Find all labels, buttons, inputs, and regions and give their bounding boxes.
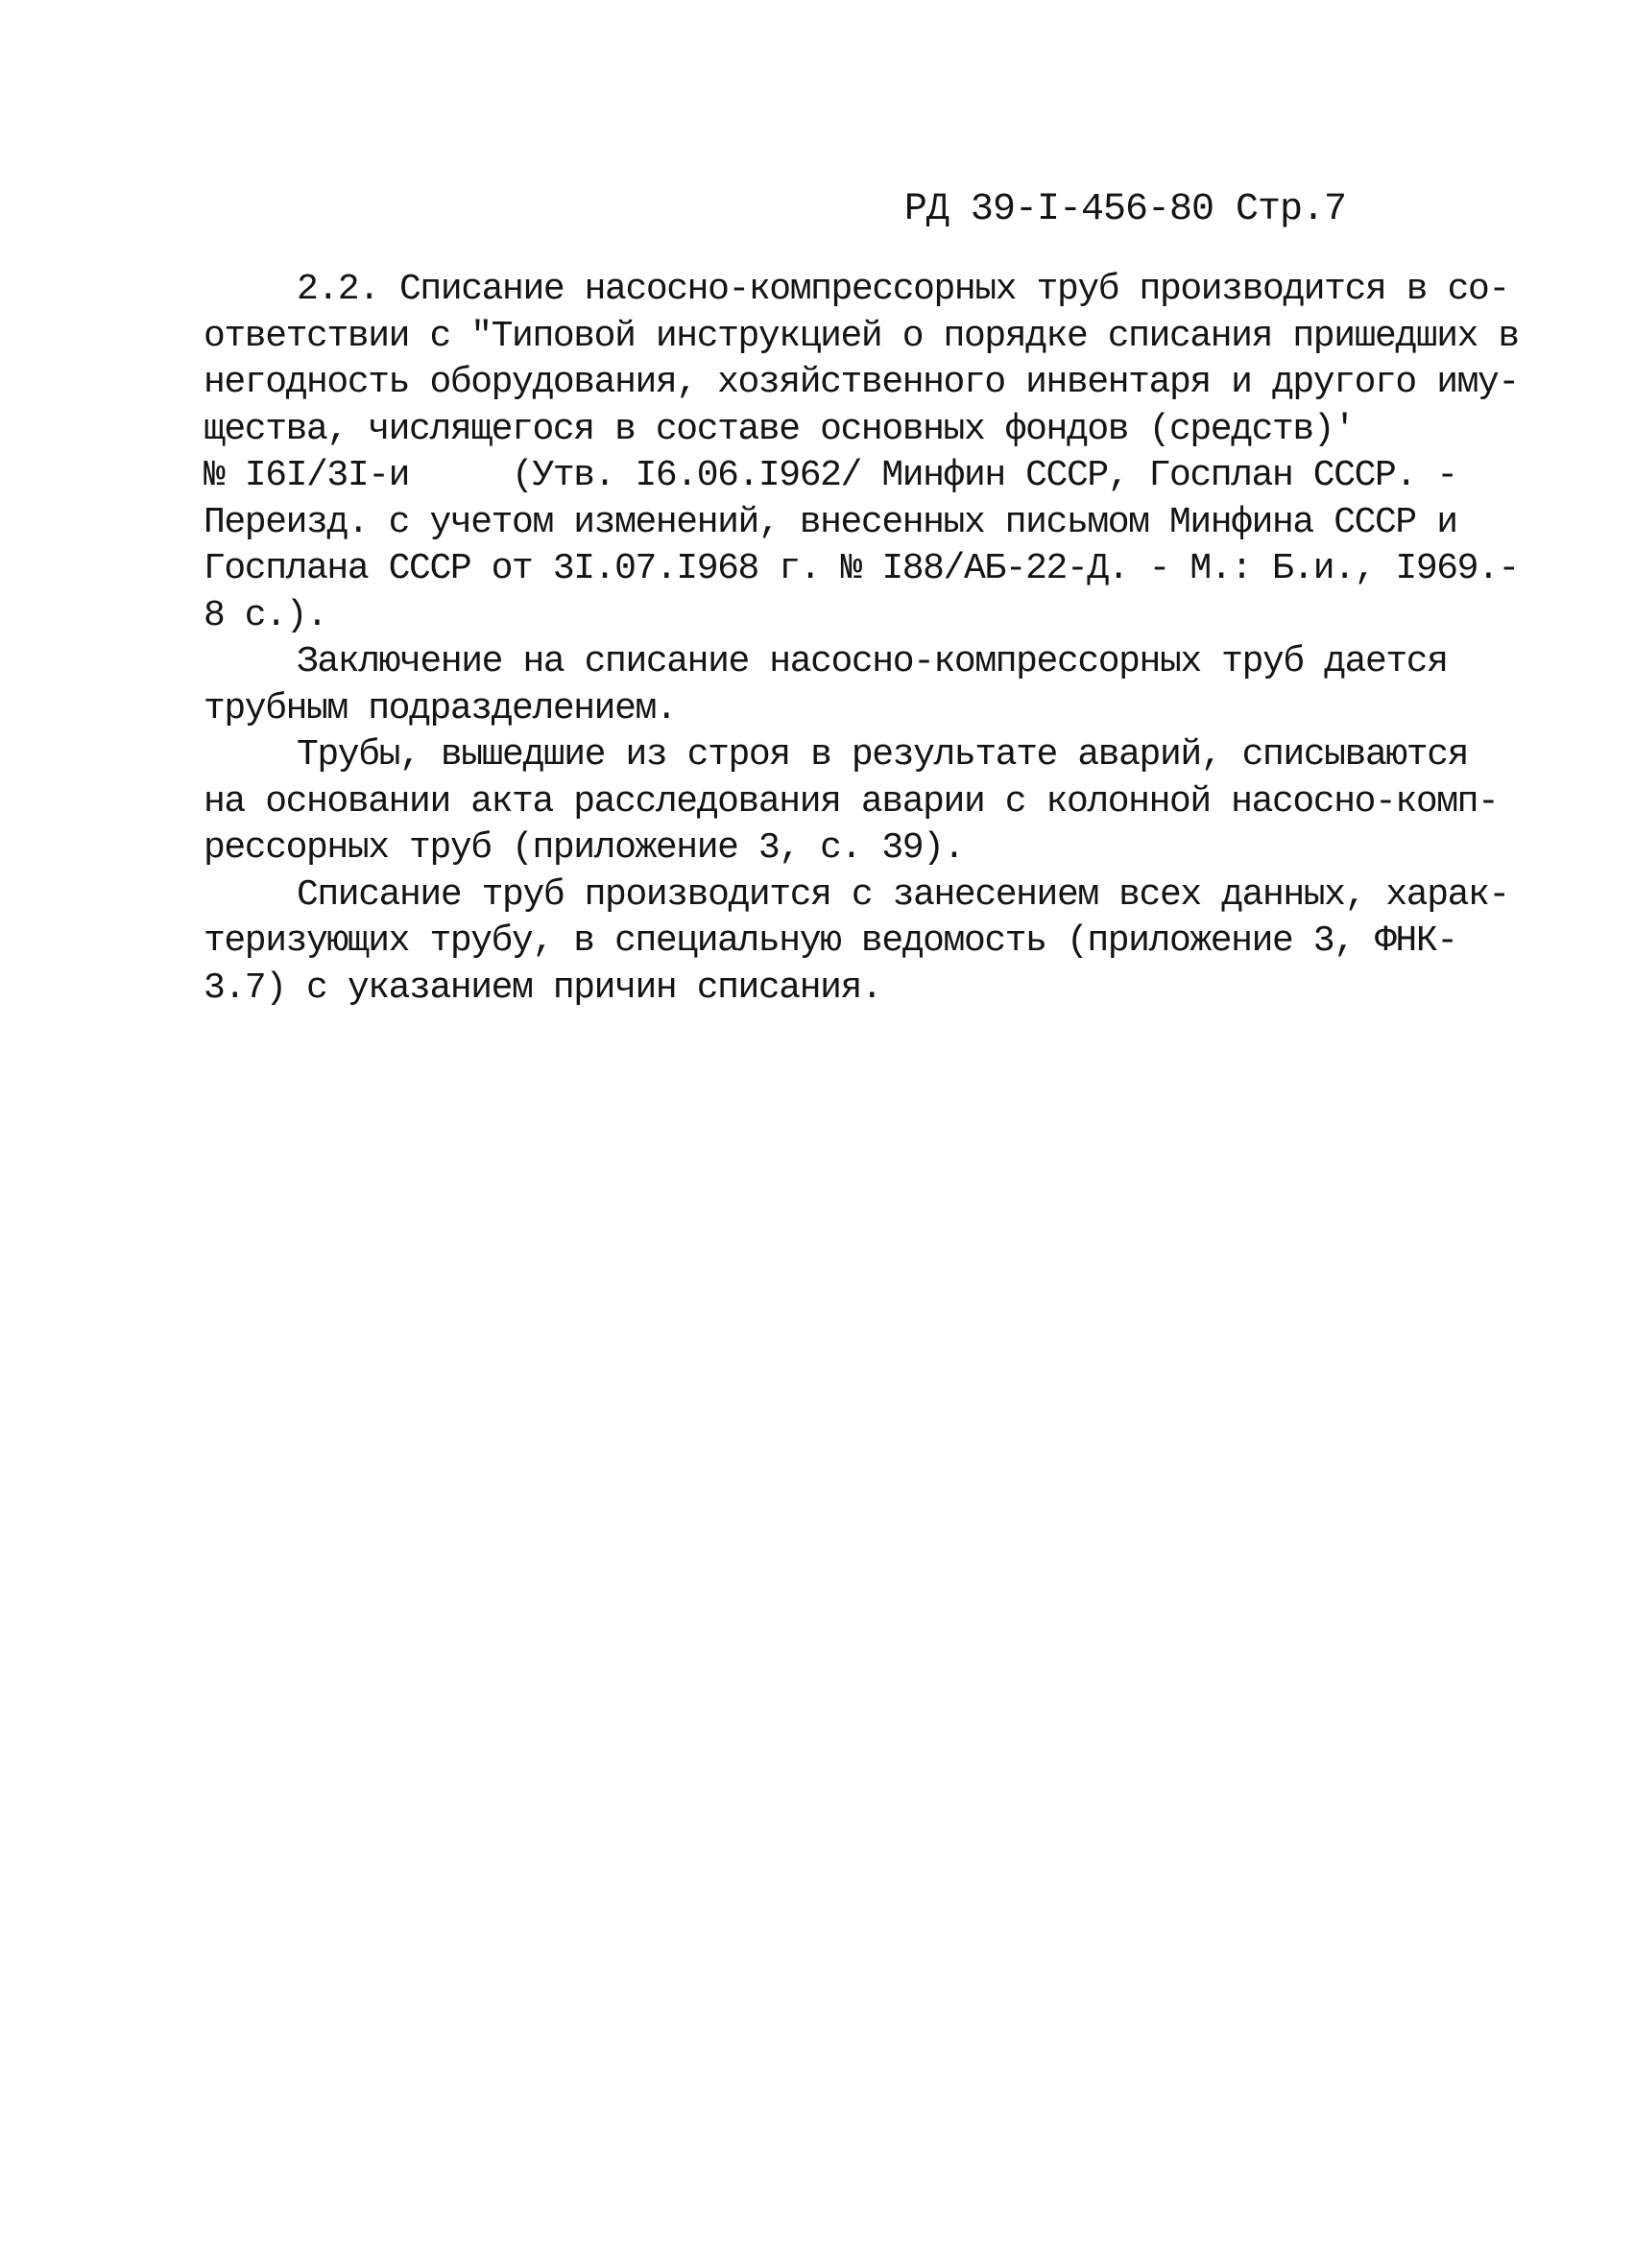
body-text (204, 267, 1519, 1012)
text-line: Переизд. с учетом изменений, внесенных письмом Минфина СССР и (204, 501, 1457, 543)
text-line: Госплана СССР от 3I.07.I968 г. № I88/АБ-22-Д. - М.: Б.и., I969.- (204, 548, 1519, 589)
text-line: негодность оборудования, хозяйственного инвентаря и другого иму- (204, 362, 1519, 403)
text-line: 2.2. Списание насосно-компрессорных труб производится в со- (297, 269, 1509, 310)
text-line: 3.7) с указанием причин списания. (204, 967, 882, 1009)
text-line: ответствии с "Типовой инструкцией о порядке списания пришедших в (204, 315, 1519, 357)
text-line: № I6I/3I-и (Утв. I6.06.I962/ Минфин СССР, Госплан СССР. - (204, 455, 1457, 496)
text-line: рессорных труб (приложение 3, с. 39). (204, 827, 964, 869)
text-line: трубным подразделением. (204, 687, 677, 729)
text-line: Трубы, вышедшие из строя в результате аварий, списываются (297, 734, 1469, 776)
text-line: Списание труб производится с занесением всех данных, харак- (297, 873, 1509, 916)
text-line: щества, числящегося в составе основных фондов (средств)' (204, 408, 1355, 450)
text-line: Заключение на списание насосно-компрессорных труб дается (297, 641, 1448, 682)
page-header: РД 39-I-456-80 Стр.7 (903, 188, 1346, 231)
text-line: на основании акта расследования аварии с колонной насосно-комп- (204, 780, 1499, 823)
text-line: 8 с.). (204, 594, 327, 636)
text-line: теризующих трубу, в специальную ведомость (приложение 3, ФНК- (204, 920, 1457, 962)
